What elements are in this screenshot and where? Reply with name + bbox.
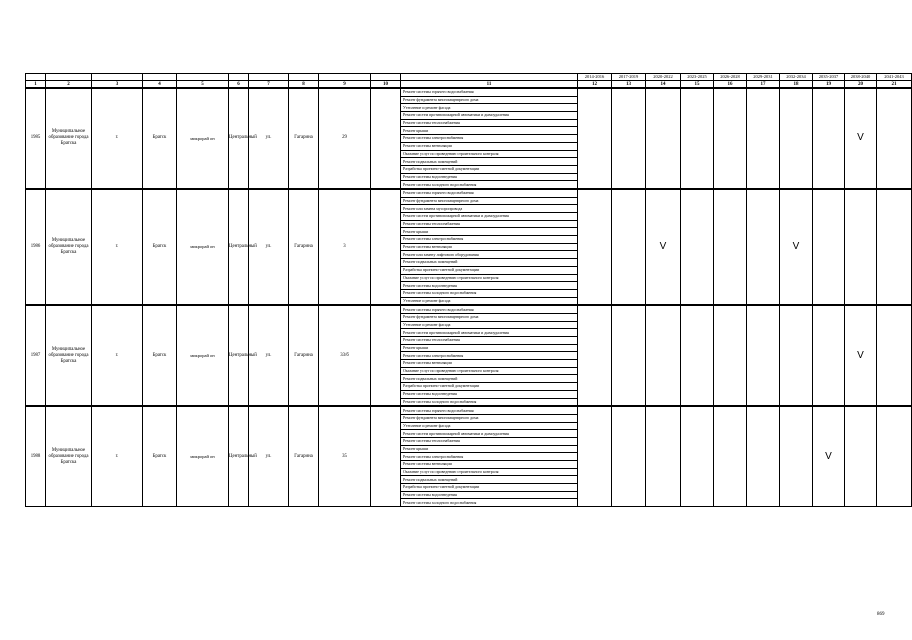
period-mark-cell <box>714 407 747 507</box>
period-mark-cell <box>681 407 714 507</box>
work-type-cell: Ремонт системы теплоснабжения <box>401 220 578 228</box>
work-type-cell: Оказание услуг по проведению строительного контроля <box>401 274 578 282</box>
period-header: 2014-2016 <box>578 74 612 81</box>
column-number: 4 <box>143 81 177 89</box>
column-number: 14 <box>646 81 681 89</box>
repair-schedule-table <box>25 73 912 507</box>
period-mark-cell <box>747 407 780 507</box>
work-type-cell: Утепление и ремонт фасада <box>401 321 578 329</box>
work-type-cell: Ремонт фундамента многоквартирного дома <box>401 197 578 205</box>
work-type-cell: Ремонт фундамента многоквартирного дома <box>401 414 578 422</box>
district-type-cell: микрорай он <box>177 407 229 507</box>
work-type-cell: Ремонт крыши <box>401 445 578 453</box>
period-header: 2026-2028 <box>714 74 747 81</box>
settlement-type-cell: г. <box>92 88 143 188</box>
record-number: 1986 <box>26 189 46 304</box>
district-cell: Центральный <box>229 306 249 406</box>
work-type-cell: Ремонт системы теплоснабжения <box>401 437 578 445</box>
empty-cell <box>371 88 401 188</box>
work-type-cell: Утепление и ремонт фасада <box>401 104 578 112</box>
column-number: 7 <box>249 81 289 89</box>
column-number: 15 <box>681 81 714 89</box>
district-type-cell: микрорай он <box>177 306 229 406</box>
period-mark-cell <box>747 88 780 188</box>
work-type-cell: Ремонт системы холодного водоснабжения <box>401 289 578 297</box>
house-number-cell: 3 <box>319 189 371 304</box>
work-type-cell: Ремонт систем противопожарной автоматики и дымоудаления <box>401 430 578 438</box>
column-number: 12 <box>578 81 612 89</box>
period-mark-cell <box>578 306 612 406</box>
column-number: 9 <box>319 81 371 89</box>
street-type-cell: ул. <box>249 88 289 188</box>
period-mark-cell: V <box>813 407 845 507</box>
house-number-cell: 35 <box>319 407 371 507</box>
work-type-cell: Ремонт подвальных помещений <box>401 476 578 484</box>
period-mark-cell <box>813 189 845 304</box>
table-row <box>26 407 912 415</box>
period-mark-cell <box>681 189 714 304</box>
column-number: 5 <box>177 81 229 89</box>
capital-repair-schedule <box>25 73 904 509</box>
work-type-cell: Оказание услуг по проведению строительного контроля <box>401 150 578 158</box>
period-mark-cell <box>714 306 747 406</box>
work-type-cell: Ремонт системы водоотведения <box>401 390 578 398</box>
work-type-cell: Ремонт или замена мусоропровода <box>401 205 578 213</box>
period-mark-cell <box>747 189 780 304</box>
period-mark-cell <box>681 306 714 406</box>
city-cell: Братск <box>143 306 177 406</box>
work-type-cell: Разработка проектно-сметной документации <box>401 484 578 492</box>
work-type-cell: Ремонт системы горячего водоснабжения <box>401 189 578 197</box>
period-header: 2035-2037 <box>813 74 845 81</box>
period-mark-cell <box>780 306 813 406</box>
work-type-cell: Ремонт системы холодного водоснабжения <box>401 398 578 406</box>
record-number: 1985 <box>26 88 46 188</box>
column-number: 18 <box>780 81 813 89</box>
city-cell: Братск <box>143 189 177 304</box>
settlement-type-cell: г. <box>92 189 143 304</box>
work-type-cell: Ремонт системы электроснабжения <box>401 352 578 360</box>
column-number: 17 <box>747 81 780 89</box>
street-type-cell: ул. <box>249 407 289 507</box>
period-header: 2017-2019 <box>612 74 646 81</box>
column-number: 3 <box>92 81 143 89</box>
column-number-row <box>26 81 912 89</box>
column-number: 6 <box>229 81 249 89</box>
column-number: 8 <box>289 81 319 89</box>
period-mark-cell <box>877 189 912 304</box>
work-type-cell: Ремонт подвальных помещений <box>401 375 578 383</box>
period-header: 2041-2043 <box>877 74 912 81</box>
work-type-cell: Разработка проектно-сметной документации <box>401 266 578 274</box>
period-header-row <box>26 74 912 81</box>
work-type-cell: Ремонт фундамента многоквартирного дома <box>401 96 578 104</box>
period-mark-cell: V <box>845 306 877 406</box>
period-mark-cell <box>578 189 612 304</box>
work-type-cell: Ремонт системы электроснабжения <box>401 453 578 461</box>
column-number: 1 <box>26 81 46 89</box>
period-mark-cell <box>714 189 747 304</box>
municipality-cell: Муниципальное образование города Братска <box>46 407 92 507</box>
work-type-cell: Ремонт системы горячего водоснабжения <box>401 88 578 96</box>
record-number: 1987 <box>26 306 46 406</box>
period-mark-cell <box>646 306 681 406</box>
period-mark-cell <box>813 88 845 188</box>
period-mark-cell <box>612 189 646 304</box>
column-number: 11 <box>401 81 578 89</box>
work-type-cell: Ремонт крыши <box>401 344 578 352</box>
work-type-cell: Ремонт системы холодного водоснабжения <box>401 181 578 189</box>
district-cell: Центральный <box>229 189 249 304</box>
period-header: 2032-2034 <box>780 74 813 81</box>
street-cell: Гагарина <box>289 88 319 188</box>
work-type-cell: Ремонт или замену лифтового оборудования <box>401 251 578 259</box>
column-number: 21 <box>877 81 912 89</box>
work-type-cell: Ремонт системы горячего водоснабжения <box>401 306 578 314</box>
period-mark-cell <box>612 88 646 188</box>
work-type-cell: Ремонт системы водоотведения <box>401 491 578 499</box>
work-type-cell: Ремонт фундамента многоквартирного дома <box>401 313 578 321</box>
empty-cell <box>371 306 401 406</box>
work-type-cell: Разработка проектно-сметной документации <box>401 165 578 173</box>
column-number: 16 <box>714 81 747 89</box>
period-mark-cell <box>646 407 681 507</box>
period-mark-cell <box>747 306 780 406</box>
period-header: 2038-2040 <box>845 74 877 81</box>
period-mark-cell: V <box>780 189 813 304</box>
period-mark-cell: V <box>646 189 681 304</box>
period-mark-cell <box>877 306 912 406</box>
period-mark-cell <box>612 407 646 507</box>
district-cell: Центральный <box>229 407 249 507</box>
period-mark-cell <box>780 407 813 507</box>
period-header: 2029-2031 <box>747 74 780 81</box>
table-row <box>26 88 912 96</box>
work-type-cell: Ремонт системы водоотведения <box>401 173 578 181</box>
settlement-type-cell: г. <box>92 306 143 406</box>
period-mark-cell <box>612 306 646 406</box>
column-number: 13 <box>612 81 646 89</box>
column-number: 20 <box>845 81 877 89</box>
period-mark-cell <box>780 88 813 188</box>
work-type-cell: Утепление и ремонт фасада <box>401 297 578 305</box>
street-cell: Гагарина <box>289 189 319 304</box>
work-type-cell: Ремонт системы водоотведения <box>401 282 578 290</box>
work-type-cell: Ремонт крыши <box>401 228 578 236</box>
column-number: 10 <box>371 81 401 89</box>
work-type-cell: Ремонт системы электроснабжения <box>401 236 578 244</box>
district-type-cell: микрорай он <box>177 88 229 188</box>
work-type-cell: Разработка проектно-сметной документации <box>401 383 578 391</box>
city-cell: Братск <box>143 407 177 507</box>
period-mark-cell: V <box>845 88 877 188</box>
street-type-cell: ул. <box>249 189 289 304</box>
period-header: 2023-2025 <box>681 74 714 81</box>
work-type-cell: Ремонт системы электроснабжения <box>401 135 578 143</box>
street-cell: Гагарина <box>289 306 319 406</box>
city-cell: Братск <box>143 88 177 188</box>
work-type-cell: Ремонт системы вентиляции <box>401 142 578 150</box>
work-type-cell: Ремонт систем противопожарной автоматики и дымоудаления <box>401 213 578 221</box>
period-mark-cell <box>714 88 747 188</box>
period-mark-cell <box>877 407 912 507</box>
table-row <box>26 189 912 197</box>
table-row <box>26 306 912 314</box>
municipality-cell: Муниципальное образование города Братска <box>46 88 92 188</box>
period-mark-cell <box>681 88 714 188</box>
work-type-cell: Утепление и ремонт фасада <box>401 422 578 430</box>
work-type-cell: Ремонт системы вентиляции <box>401 360 578 368</box>
period-mark-cell <box>578 88 612 188</box>
empty-cell <box>371 189 401 304</box>
work-type-cell: Ремонт крыши <box>401 127 578 135</box>
street-cell: Гагарина <box>289 407 319 507</box>
work-type-cell: Оказание услуг по проведению строительного контроля <box>401 468 578 476</box>
work-type-cell: Ремонт систем противопожарной автоматики и дымоудаления <box>401 329 578 337</box>
period-mark-cell <box>813 306 845 406</box>
house-number-cell: 29 <box>319 88 371 188</box>
district-type-cell: микрорай он <box>177 189 229 304</box>
period-mark-cell <box>845 407 877 507</box>
work-type-cell: Ремонт системы вентиляции <box>401 243 578 251</box>
municipality-cell: Муниципальное образование города Братска <box>46 306 92 406</box>
record-number: 1988 <box>26 407 46 507</box>
settlement-type-cell: г. <box>92 407 143 507</box>
work-type-cell: Ремонт системы горячего водоснабжения <box>401 407 578 415</box>
work-type-cell: Ремонт систем противопожарной автоматики и дымоудаления <box>401 112 578 120</box>
period-header: 2020-2022 <box>646 74 681 81</box>
period-mark-cell <box>845 189 877 304</box>
work-type-cell: Оказание услуг по проведению строительного контроля <box>401 367 578 375</box>
period-mark-cell <box>646 88 681 188</box>
work-type-cell: Ремонт подвальных помещений <box>401 158 578 166</box>
district-cell: Центральный <box>229 88 249 188</box>
work-type-cell: Ремонт системы холодного водоснабжения <box>401 499 578 507</box>
empty-cell <box>371 407 401 507</box>
house-number-cell: 33/б <box>319 306 371 406</box>
period-mark-cell <box>578 407 612 507</box>
work-type-cell: Ремонт системы теплоснабжения <box>401 119 578 127</box>
column-number: 19 <box>813 81 845 89</box>
period-mark-cell <box>877 88 912 188</box>
records-body <box>26 88 912 507</box>
column-number: 2 <box>46 81 92 89</box>
page-number: 869 <box>877 612 885 617</box>
work-type-cell: Ремонт подвальных помещений <box>401 259 578 267</box>
work-type-cell: Ремонт системы вентиляции <box>401 461 578 469</box>
municipality-cell: Муниципальное образование города Братска <box>46 189 92 304</box>
street-type-cell: ул. <box>249 306 289 406</box>
work-type-cell: Ремонт системы теплоснабжения <box>401 337 578 345</box>
